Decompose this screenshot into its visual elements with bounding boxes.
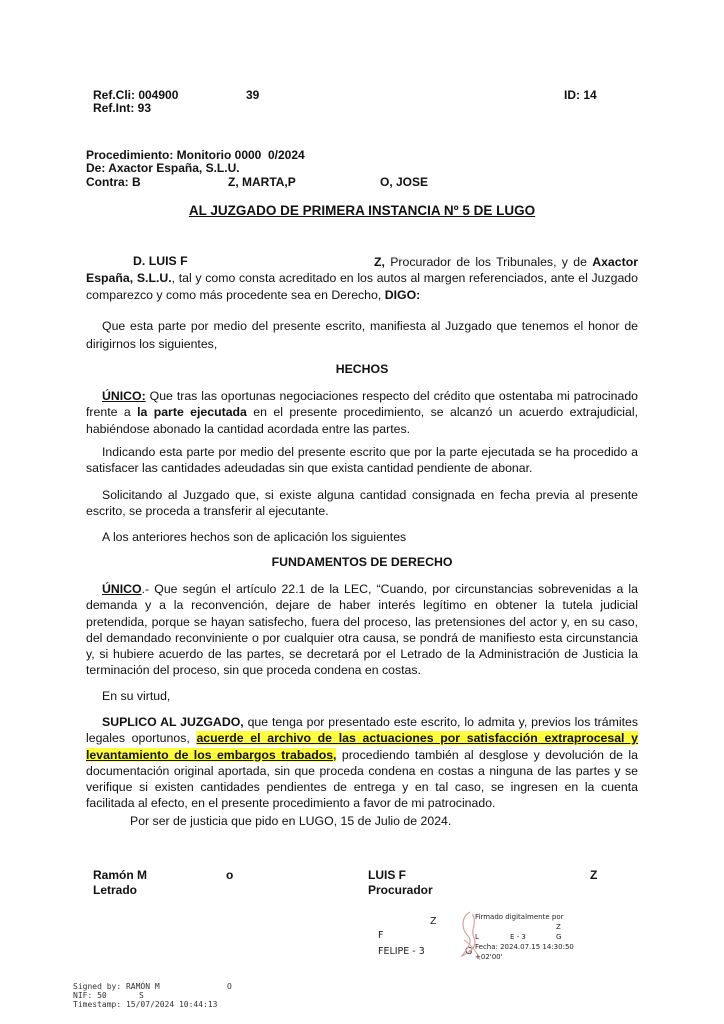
fundamentos-unico-text: .- Que según el artículo 22.1 de la LEC, “Cuando, por circunstancias sobrevenidas a la demanda y a la reconvención, dejare de haber interés legítimo en obtener la tutela judicial pretendida, porque se hayan satisfecho, fuera del proceso, las pretensiones del actor y, en su caso, del demandado reconviniente o por cualquier otra causa, se pondrá de manifiesto esta circunstancia y, si hubiere acuerdo de las partes, se decretará por el Letrado de la Administración de Justicia la terminación del proceso, sin que proceda condena en costas. — [86, 582, 638, 678]
page-title: AL JUZGADO DE PRIMERA INSTANCIA Nº 5 DE LUGO — [188, 203, 536, 218]
procedimiento-year: 0/2024 — [268, 148, 305, 162]
dsig-f: F — [378, 930, 384, 941]
dsig-z: Z — [430, 916, 437, 927]
intro-paragraph — [86, 254, 638, 303]
suplico-text-2: procediendo también al desglose y devolución de la documentación original aportada, sin que proceda condena en costas a ninguna de las partes y se verifique si existen cantidades pendientes de entrega y en tal caso, se ingresen en la cuenta facilitada al efecto, en el presente procedimiento a favor de mi patrocinado. — [86, 747, 638, 811]
parte-ejecutada: la parte ejecutada — [137, 405, 247, 420]
hechos-unico — [86, 388, 638, 437]
procedimiento: Procedimiento: Monitorio 0000 — [86, 148, 262, 162]
doc-id: ID: 14 — [564, 88, 597, 102]
ref-int: Ref.Int: 93 — [93, 101, 152, 115]
hechos-para-4: A los anteriores hechos son de aplicación los siguientes — [102, 530, 407, 544]
suplico-label: SUPLICO AL JUZGADO, — [102, 715, 244, 729]
dsig-g: G — [465, 946, 473, 957]
para-manifiesta: Que esta parte por medio del presente escrito, manifiesta al Juzgado que tenemos el honor de dirigirnos los siguientes, — [86, 319, 638, 351]
proc-role: Procurador — [368, 883, 433, 897]
digo: DIGO: — [384, 287, 421, 302]
fundamentos-unico — [86, 581, 638, 679]
dsig-g2: G — [556, 933, 562, 941]
defendant-3: O, JOSE — [380, 175, 429, 189]
procurador-name-2: Z, — [374, 255, 385, 269]
dsig-l: L — [475, 933, 479, 941]
hechos-para-2: Indicando esta parte por medio del presente escrito que por la parte ejecutada se ha procedido a satisfacer las cantidades adeudadas sin que exista cantidad pendiente de abonar. — [86, 445, 638, 476]
ref-cli: Ref.Cli: 004900 — [93, 88, 179, 102]
suplico-paragraph — [86, 714, 638, 812]
lawyer-name-2: o — [226, 868, 234, 882]
en-su-virtud: En su virtud, — [102, 689, 171, 703]
fundamentos-heading: FUNDAMENTOS DE DERECHO — [271, 555, 453, 569]
proc-name-1: LUIS F — [368, 868, 406, 882]
dsig-felipe: FELIPE - 3 — [378, 946, 425, 957]
ref-cli-number: 39 — [246, 88, 260, 102]
plaintiff: De: Axactor España, S.L.U. — [86, 161, 240, 175]
company-name: Axactor España, S.L.U. — [86, 255, 638, 286]
intro-text-2: , tal y como consta acreditado en los autos al margen referenciados, ante el Juzgado comparezco y como más procedente sea en Derecho, — [86, 271, 638, 302]
dsig-tz: +02'00' — [475, 953, 503, 961]
closing: Por ser de justicia que pido en LUGO, 15 de Julio de 2024. — [130, 814, 452, 828]
hechos-heading: HECHOS — [335, 362, 389, 376]
defendant-1: Contra: B — [86, 175, 141, 189]
suplico-highlight: acuerde el archivo de las actuaciones por satisfacción extraprocesal y levantamiento de los embargos trabados, — [86, 731, 638, 762]
hechos-unico-text-1: Que tras las oportunas negociaciones respecto del crédito que ostentaba mi patrocinado frente a — [86, 389, 638, 420]
procurador-name-1: D. LUIS F — [133, 254, 188, 268]
suplico-text-1: que tenga por presentado este escrito, lo admita y, previos los trámites legales oportunos, — [86, 715, 638, 746]
hechos-para-3: Solicitando al Juzgado que, si existe alguna cantidad consignada en fecha previa al presente escrito, se proceda a transferir al ejecutante. — [86, 488, 638, 519]
proc-name-2: Z — [590, 868, 598, 882]
footer-timestamp: Timestamp: 15/07/2024 10:44:13 — [73, 1000, 218, 1009]
lawyer-name-1: Ramón M — [93, 868, 147, 882]
dsig-e3: E - 3 — [510, 933, 526, 941]
fundamentos-unico-label: ÚNICO — [102, 582, 142, 596]
defendant-2: Z, MARTA,P — [228, 175, 296, 189]
hechos-unico-label: ÚNICO: — [102, 389, 146, 403]
footer-signed-o: O — [227, 982, 232, 991]
footer-nif-s: S — [139, 991, 144, 1000]
dsig-z2: Z — [556, 923, 561, 931]
intro-text-1: Procurador de los Tribunales, y de — [384, 255, 593, 269]
footer-nif: NIF: 50 — [73, 991, 107, 1000]
dsig-fecha: Fecha: 2024.07.15 14:30:50 — [475, 943, 574, 951]
hechos-unico-text-2: en el presente procedimiento, se alcanzó un acuerdo extrajudicial, habiéndose abonado la cantidad acordada entre las partes. — [86, 405, 639, 436]
footer-signed-by: Signed by: RAMÓN M — [73, 982, 160, 991]
dsig-firmado: Firmado digitalmente por — [475, 913, 564, 921]
lawyer-role: Letrado — [93, 883, 138, 897]
